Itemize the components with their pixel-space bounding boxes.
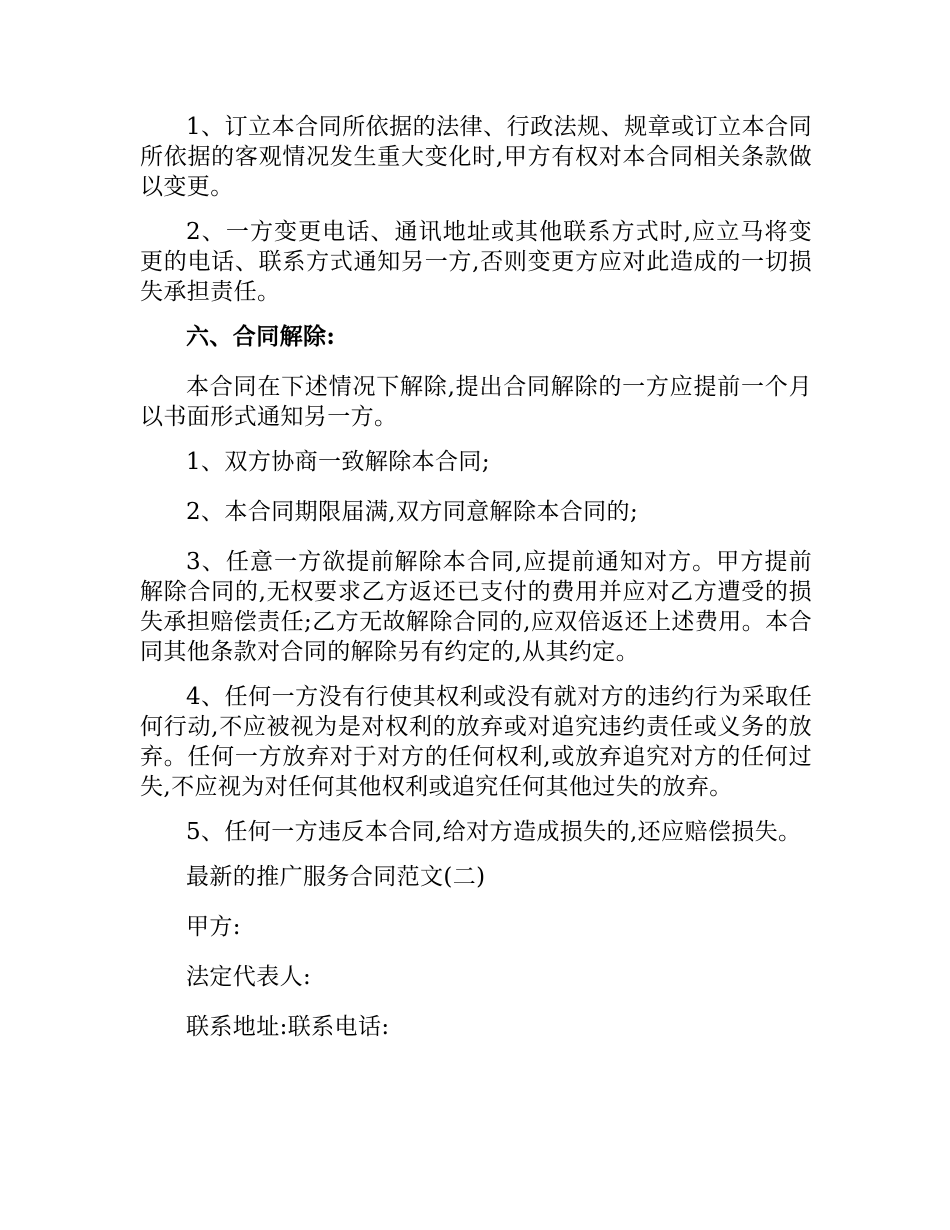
termination-intro: 本合同在下述情况下解除,提出合同解除的一方应提前一个月以书面形式通知另一方。: [140, 374, 812, 430]
termination-item-5: 5、任何一方违反本合同,给对方造成损失的,还应赔偿损失。: [186, 819, 802, 845]
contact-info-label: 联系地址:联系电话:: [186, 1014, 390, 1040]
party-a-label: 甲方:: [186, 914, 241, 940]
termination-item-1: 1、双方协商一致解除本合同;: [186, 449, 490, 475]
document-page: [140, 112, 812, 1062]
clause-change-contact: 2、一方变更电话、通讯地址或其他联系方式时,应立马将变更的电话、联系方式通知另一方,否则变更方应对此造成的一切损失承担责任。: [140, 219, 812, 305]
clause-change-law: 1、订立本合同所依据的法律、行政法规、规章或订立本合同所依据的客观情况发生重大变化时,甲方有权对本合同相关条款做以变更。: [140, 114, 812, 200]
legal-representative-label: 法定代表人:: [186, 964, 312, 990]
section-heading-termination: 六、合同解除:: [186, 323, 336, 350]
contract-title-part-two: 最新的推广服务合同范文(二): [186, 864, 486, 890]
termination-item-2: 2、本合同期限届满,双方同意解除本合同的;: [186, 499, 639, 525]
termination-item-4: 4、任何一方没有行使其权利或没有就对方的违约行为采取任何行动,不应被视为是对权利的放弃或对追究违约责任或义务的放弃。任何一方放弃对于对方的任何权利,或放弃追究对方的任何过失,不应视为对任何其他权利或追究任何其他过失的放弃。: [140, 684, 812, 800]
termination-item-3: 3、任意一方欲提前解除本合同,应提前通知对方。甲方提前解除合同的,无权要求乙方返还已支付的费用并应对乙方遭受的损失承担赔偿责任;乙方无故解除合同的,应双倍返还上述费用。本合同其他条款对合同的解除另有约定的,从其约定。: [140, 549, 812, 665]
